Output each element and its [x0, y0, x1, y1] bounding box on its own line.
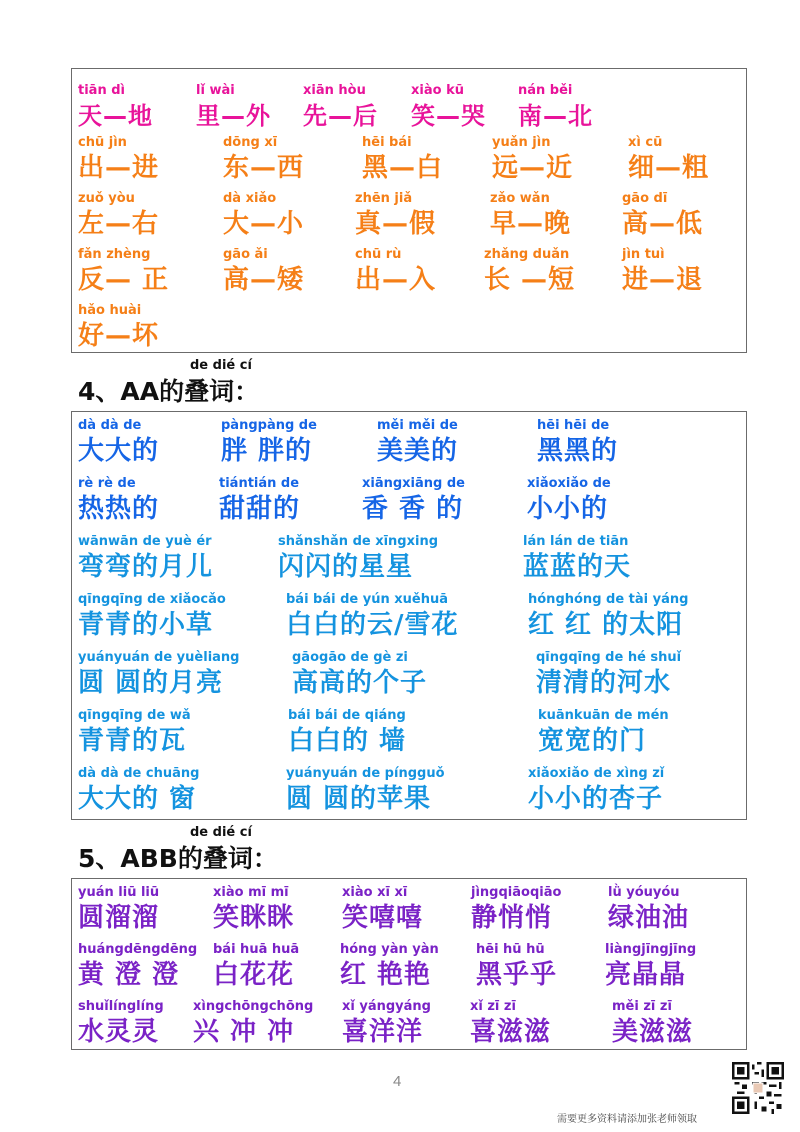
hanzi: 高—矮 — [223, 265, 305, 295]
pinyin: chū rù — [355, 247, 402, 262]
hanzi: 甜甜的 — [219, 494, 301, 524]
word-pair — [492, 135, 573, 185]
word — [476, 942, 557, 992]
word — [527, 476, 611, 526]
hanzi: 好—坏 — [78, 321, 160, 351]
abb-row — [72, 942, 746, 996]
pinyin: gāo dī — [622, 191, 668, 206]
pinyin: měi zī zī — [612, 999, 672, 1014]
hanzi: 绿油油 — [608, 903, 690, 933]
aa-row — [72, 418, 746, 472]
antonym-row — [72, 83, 746, 137]
hanzi: 水灵灵 — [78, 1017, 160, 1047]
hanzi: 东—西 — [223, 153, 305, 183]
heading-text: 4、AA的叠词： — [78, 377, 260, 406]
word — [78, 476, 159, 526]
word — [78, 650, 239, 700]
hanzi: 笑眯眯 — [213, 903, 295, 933]
word — [536, 650, 681, 700]
hanzi: 红 艳艳 — [340, 960, 432, 990]
word — [213, 885, 294, 935]
pinyin: hónghóng de tài yáng — [528, 592, 689, 607]
hanzi: 大—小 — [223, 209, 305, 239]
pinyin: huángdēngdēng — [78, 942, 198, 957]
hanzi: 美滋滋 — [612, 1017, 694, 1047]
heading-pinyin: de dié cí — [190, 358, 252, 373]
hanzi: 弯弯的月儿 — [78, 552, 214, 582]
hanzi: 亮晶晶 — [605, 960, 687, 990]
hanzi: 喜洋洋 — [342, 1017, 424, 1047]
word — [213, 942, 299, 992]
hanzi: 黑黑的 — [537, 436, 619, 466]
word — [537, 418, 618, 468]
pinyin: bái huā huā — [213, 942, 300, 957]
hanzi: 天—地 — [78, 102, 153, 130]
hanzi: 白花花 — [213, 960, 295, 990]
hanzi: 早—晚 — [490, 209, 572, 239]
pinyin: jìn tuì — [622, 247, 665, 262]
word — [78, 592, 226, 642]
word — [78, 885, 159, 935]
pinyin: fǎn zhèng — [78, 247, 151, 262]
word — [78, 708, 191, 758]
antonym-row — [72, 247, 746, 301]
word — [362, 476, 465, 526]
pinyin: xiǎoxiǎo de xìng zǐ — [528, 766, 665, 781]
pinyin: liàngjīngjīng — [605, 942, 697, 957]
pinyin: lǐ wài — [196, 83, 235, 98]
pinyin: qīngqīng de wǎ — [78, 708, 191, 723]
hanzi: 清清的河水 — [536, 668, 672, 698]
word — [78, 942, 197, 992]
hanzi: 高—低 — [622, 209, 704, 239]
pinyin: měi měi de — [377, 418, 458, 433]
pinyin: dà dà de chuāng — [78, 766, 200, 781]
word-pair — [355, 191, 436, 241]
word — [340, 942, 439, 992]
pinyin: yuán liū liū — [78, 885, 160, 900]
word — [78, 418, 159, 468]
pinyin: dà dà de — [78, 418, 142, 433]
antonym-row — [72, 303, 746, 357]
aa-row — [72, 476, 746, 530]
word-pair — [411, 83, 486, 133]
hanzi: 黑乎乎 — [476, 960, 558, 990]
hanzi: 里—外 — [196, 102, 271, 130]
pinyin: yuǎn jìn — [492, 135, 551, 150]
pinyin: shǎnshǎn de xīngxing — [278, 534, 439, 549]
word-pair — [78, 135, 159, 185]
pinyin: xǐ yángyáng — [342, 999, 431, 1014]
pinyin: gāogāo de gè zi — [292, 650, 408, 665]
antonym-row — [72, 191, 746, 245]
pinyin: kuānkuān de mén — [538, 708, 669, 723]
pinyin: hēi hū hū — [476, 942, 545, 957]
qr-code-icon — [732, 1062, 784, 1114]
hanzi: 蓝蓝的天 — [523, 552, 632, 582]
word — [538, 708, 669, 758]
word — [342, 885, 423, 935]
hanzi: 圆 圆的月亮 — [78, 668, 224, 698]
hanzi: 细—粗 — [628, 153, 710, 183]
hanzi: 反— 正 — [78, 265, 170, 295]
hanzi: 胖 胖的 — [221, 436, 313, 466]
pinyin: qīngqīng de hé shuǐ — [536, 650, 682, 665]
hanzi: 左—右 — [78, 209, 160, 239]
pinyin: xiāngxiāng de — [362, 476, 465, 491]
word — [612, 999, 693, 1049]
word — [78, 766, 199, 816]
footer-note: 需要更多资料请添加张老师领取 — [557, 1114, 697, 1125]
hanzi: 热热的 — [78, 494, 160, 524]
hanzi: 闪闪的星星 — [278, 552, 414, 582]
aa-words-box — [71, 411, 747, 820]
pinyin: dōng xī — [223, 135, 278, 150]
pinyin: hēi hēi de — [537, 418, 610, 433]
word-pair — [622, 191, 703, 241]
aa-row — [72, 592, 746, 646]
word — [528, 766, 664, 816]
word-pair — [355, 247, 436, 297]
hanzi: 大大的 窗 — [78, 784, 197, 814]
hanzi: 青青的瓦 — [78, 726, 187, 756]
hanzi: 红 红 的太阳 — [528, 610, 684, 640]
hanzi: 喜滋滋 — [470, 1017, 552, 1047]
aa-row — [72, 534, 746, 588]
antonym-box — [71, 68, 747, 353]
heading-pinyin: de dié cí — [190, 825, 252, 840]
hanzi: 白白的 墙 — [288, 726, 407, 756]
pinyin: lǜ yóuyóu — [608, 885, 680, 900]
word-pair — [303, 83, 378, 133]
word-pair — [196, 83, 271, 133]
hanzi: 大大的 — [78, 436, 160, 466]
word-pair — [628, 135, 709, 185]
word-pair — [484, 247, 575, 297]
hanzi: 小小的 — [527, 494, 609, 524]
word — [278, 534, 438, 584]
hanzi: 进—退 — [622, 265, 704, 295]
word-pair — [78, 247, 169, 297]
word-pair — [223, 191, 304, 241]
pinyin: pàngpàng de — [221, 418, 317, 433]
hanzi: 笑嘻嘻 — [342, 903, 424, 933]
hanzi: 南—北 — [518, 102, 593, 130]
hanzi: 高高的个子 — [292, 668, 428, 698]
word — [471, 885, 561, 935]
pinyin: xiào mī mī — [213, 885, 289, 900]
pinyin: zuǒ yòu — [78, 191, 135, 206]
pinyin: chū jìn — [78, 135, 127, 150]
word-pair — [223, 247, 304, 297]
word — [221, 418, 317, 468]
pinyin: hēi bái — [362, 135, 412, 150]
word-pair — [78, 83, 153, 133]
pinyin: zhǎng duǎn — [484, 247, 570, 262]
pinyin: shuǐlínglíng — [78, 999, 164, 1014]
word — [342, 999, 431, 1049]
pinyin: xiǎoxiǎo de — [527, 476, 611, 491]
aa-row — [72, 650, 746, 704]
pinyin: gāo ǎi — [223, 247, 268, 262]
aa-row — [72, 766, 746, 820]
abb-words-box — [71, 878, 747, 1050]
pinyin: zǎo wǎn — [490, 191, 550, 206]
hanzi: 圆溜溜 — [78, 903, 160, 933]
word — [523, 534, 631, 584]
word — [605, 942, 696, 992]
word — [219, 476, 300, 526]
hanzi: 出—入 — [355, 265, 437, 295]
hanzi: 长 —短 — [484, 265, 576, 295]
word — [193, 999, 313, 1049]
word — [286, 592, 459, 642]
word-pair — [490, 191, 571, 241]
pinyin: bái bái de qiáng — [288, 708, 406, 723]
pinyin: yuányuán de yuèliang — [78, 650, 240, 665]
pinyin: yuányuán de píngguǒ — [286, 766, 445, 781]
pinyin: xiào kū — [411, 83, 464, 98]
word — [470, 999, 551, 1049]
abb-row — [72, 999, 746, 1053]
hanzi: 真—假 — [355, 209, 437, 239]
word — [78, 534, 213, 584]
word-pair — [622, 247, 703, 297]
pinyin: zhēn jiǎ — [355, 191, 413, 206]
word — [286, 766, 445, 816]
hanzi: 远—近 — [492, 153, 574, 183]
hanzi: 先—后 — [303, 102, 378, 130]
word — [78, 999, 164, 1049]
pinyin: bái bái de yún xuěhuā — [286, 592, 449, 607]
word — [528, 592, 688, 642]
hanzi: 白白的云/雪花 — [286, 610, 459, 640]
pinyin: tiántián de — [219, 476, 300, 491]
hanzi: 美美的 — [377, 436, 459, 466]
word-pair — [518, 83, 593, 133]
antonym-row — [72, 135, 746, 189]
hanzi: 笑—哭 — [411, 102, 486, 130]
hanzi: 兴 冲 冲 — [193, 1017, 295, 1047]
pinyin: xǐ zī zī — [470, 999, 516, 1014]
pinyin: dà xiǎo — [223, 191, 277, 206]
hanzi: 静悄悄 — [471, 903, 553, 933]
abb-row — [72, 885, 746, 939]
pinyin: tiān dì — [78, 83, 125, 98]
pinyin: hóng yàn yàn — [340, 942, 439, 957]
hanzi: 小小的杏子 — [528, 784, 664, 814]
pinyin: jìngqiāoqiāo — [471, 885, 562, 900]
pinyin: xìngchōngchōng — [193, 999, 314, 1014]
word-pair — [362, 135, 443, 185]
hanzi: 青青的小草 — [78, 610, 214, 640]
word — [288, 708, 406, 758]
pinyin: xiào xī xī — [342, 885, 408, 900]
word — [608, 885, 689, 935]
pinyin: wānwān de yuè ér — [78, 534, 212, 549]
pinyin: rè rè de — [78, 476, 136, 491]
pinyin: qīngqīng de xiǎocǎo — [78, 592, 226, 607]
word-pair — [223, 135, 304, 185]
hanzi: 黄 澄 澄 — [78, 960, 180, 990]
hanzi: 黑—白 — [362, 153, 444, 183]
hanzi: 香 香 的 — [362, 494, 464, 524]
word — [377, 418, 458, 468]
page-number: 4 — [393, 1073, 402, 1090]
pinyin: xì cū — [628, 135, 663, 150]
aa-row — [72, 708, 746, 762]
word — [292, 650, 427, 700]
pinyin: nán běi — [518, 83, 573, 98]
hanzi: 圆 圆的苹果 — [286, 784, 432, 814]
hanzi: 宽宽的门 — [538, 726, 647, 756]
pinyin: xiān hòu — [303, 83, 366, 98]
word-pair — [78, 303, 159, 353]
hanzi: 出—进 — [78, 153, 160, 183]
word-pair — [78, 191, 159, 241]
heading-text: 5、ABB的叠词： — [78, 844, 278, 873]
pinyin: hǎo huài — [78, 303, 142, 318]
pinyin: lán lán de tiān — [523, 534, 629, 549]
